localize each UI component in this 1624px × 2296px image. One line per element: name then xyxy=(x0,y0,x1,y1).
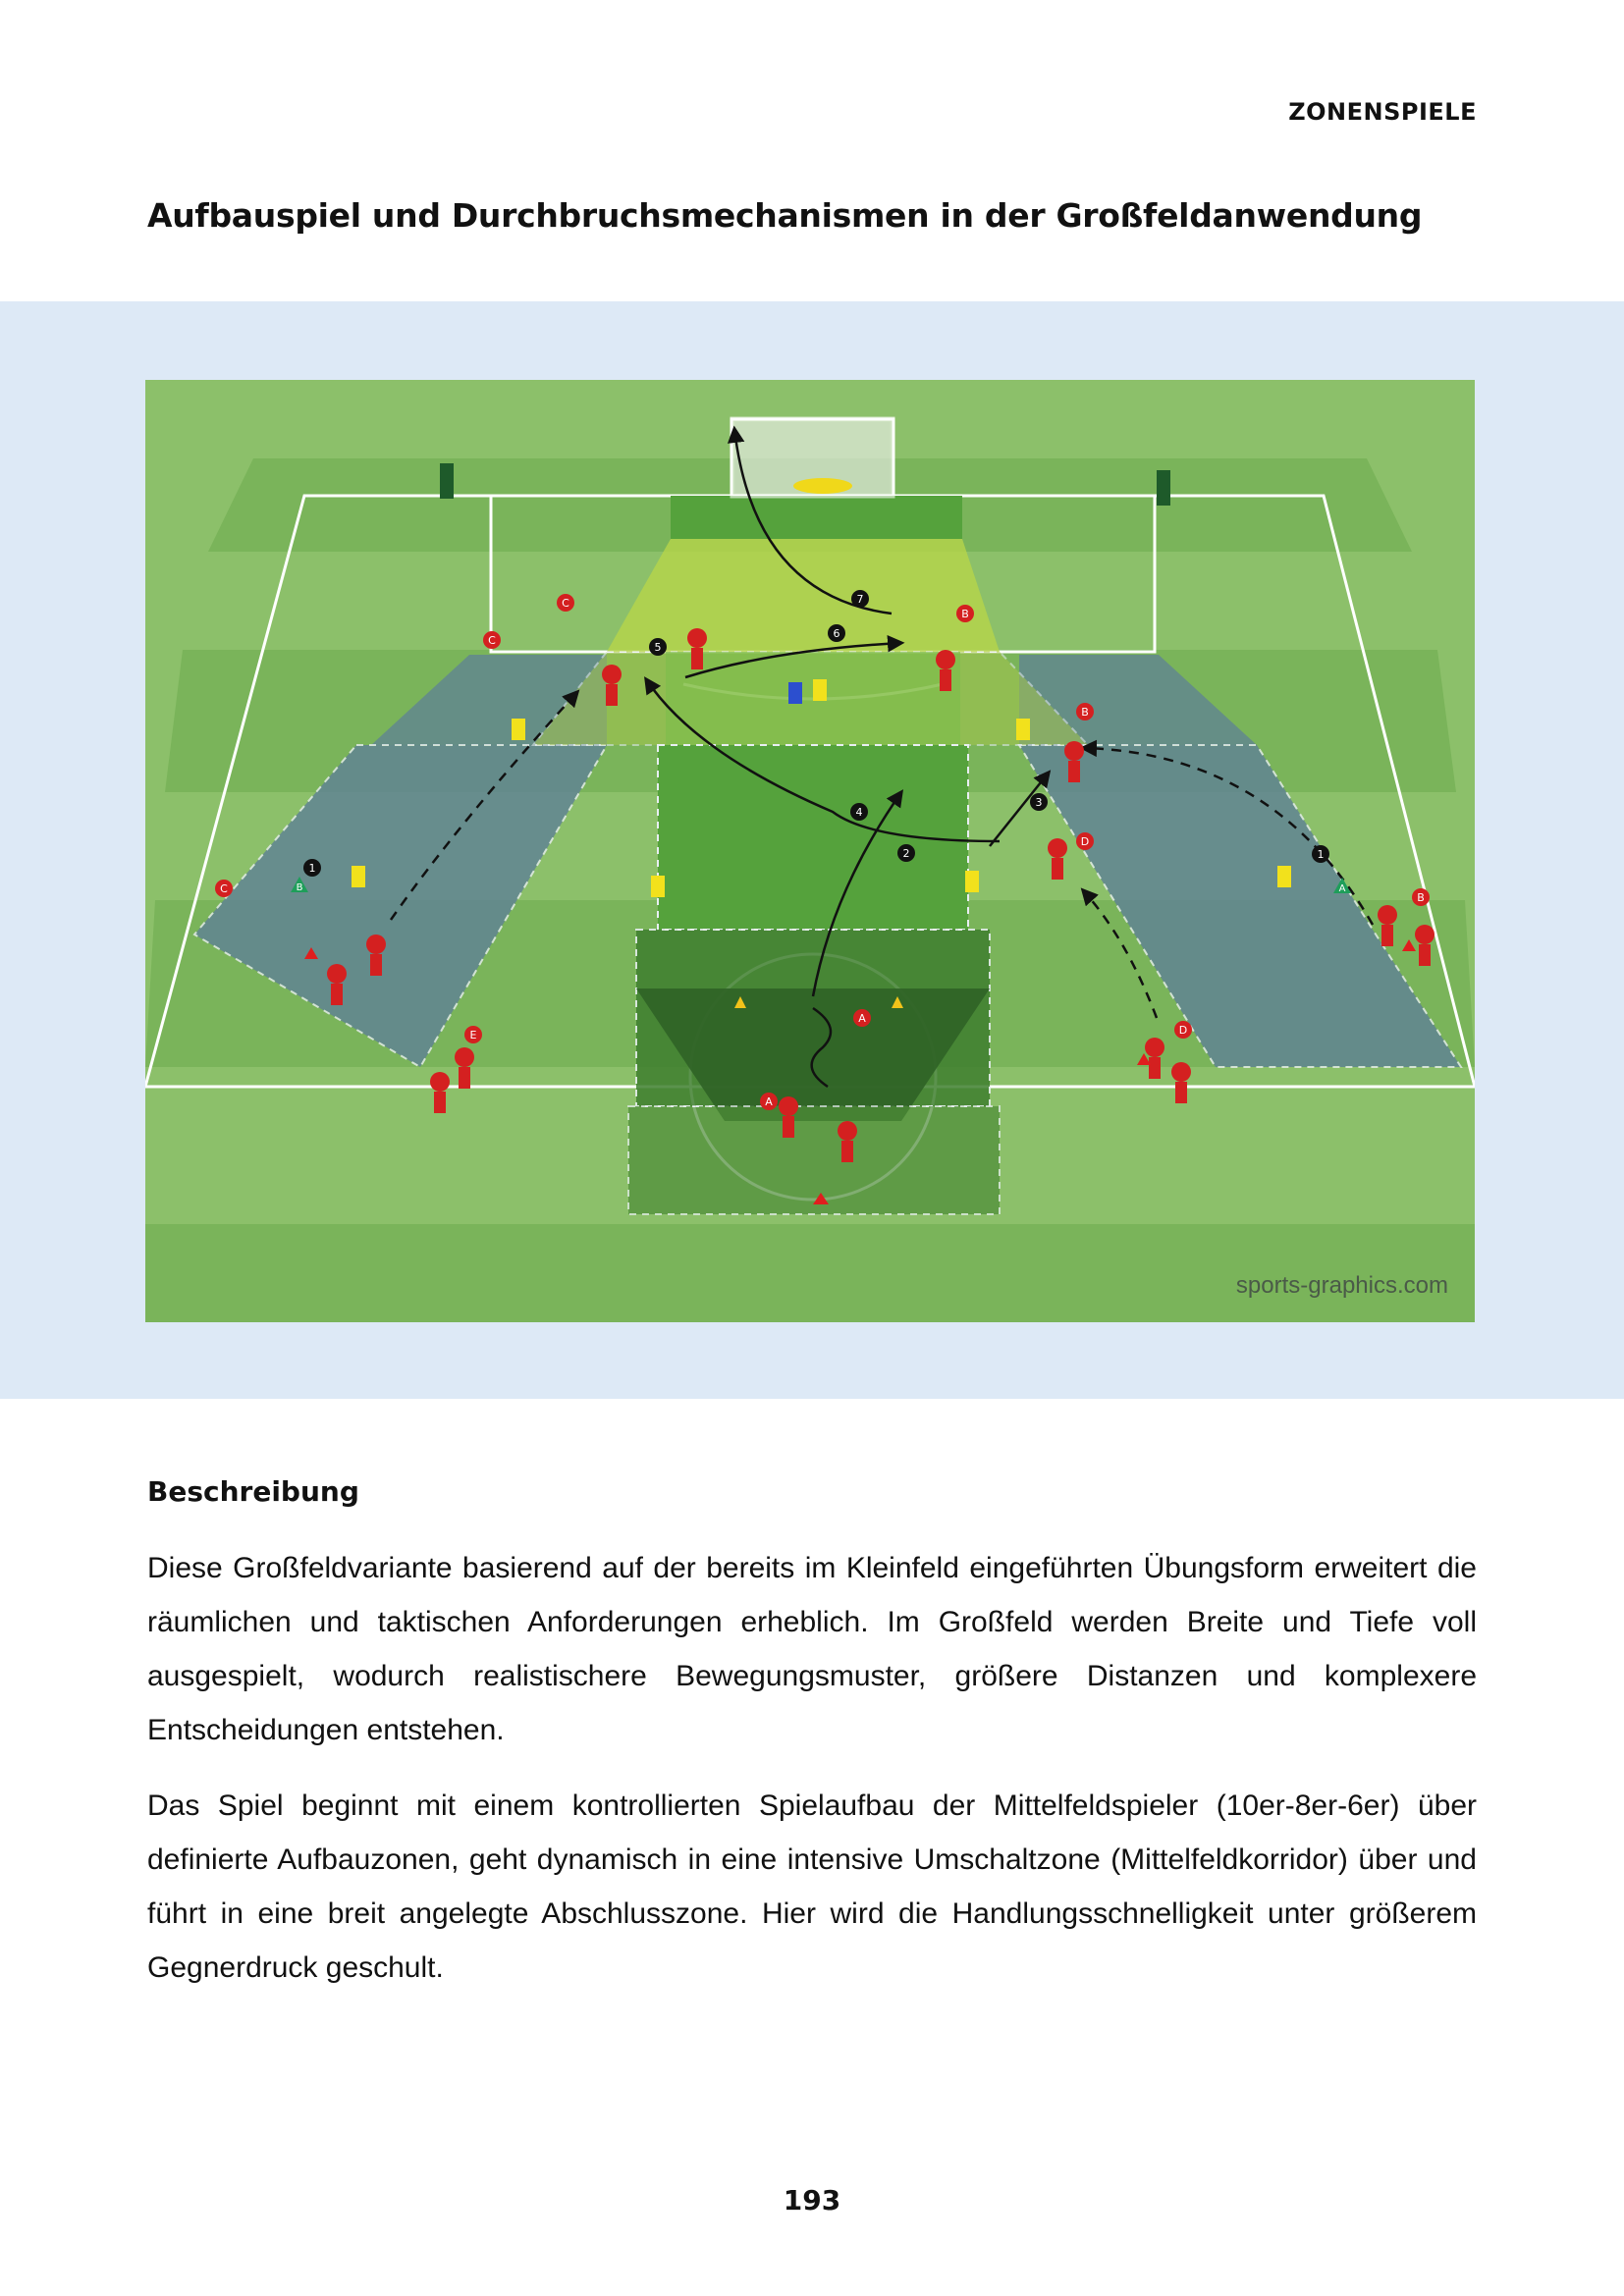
goalkeeper xyxy=(793,478,852,494)
player-red xyxy=(1171,1062,1191,1082)
player-label: C xyxy=(488,634,496,647)
player-label: D xyxy=(1178,1024,1188,1037)
player-red xyxy=(430,1072,450,1092)
cone-label: B xyxy=(296,882,303,893)
pass-number: 4 xyxy=(855,806,863,819)
goal xyxy=(732,419,893,496)
player-red xyxy=(366,934,386,954)
player-red xyxy=(838,1121,857,1141)
player-yellow xyxy=(352,866,365,887)
central-corridor xyxy=(628,652,1000,1214)
page-number: 193 xyxy=(783,2184,841,2216)
player-red xyxy=(455,1047,474,1067)
page-title: Aufbauspiel und Durchbruchsmechanismen in der Großfeldanwendung xyxy=(147,196,1423,235)
pass-number: 5 xyxy=(654,641,662,654)
player-red xyxy=(1378,905,1397,925)
player-red xyxy=(687,628,707,648)
player-label: B xyxy=(961,608,969,620)
player-yellow xyxy=(965,871,979,892)
player-label: B xyxy=(1081,706,1089,719)
player-red xyxy=(1145,1038,1164,1057)
coach xyxy=(440,463,454,499)
player-label: C xyxy=(562,597,569,610)
pass-number: 1 xyxy=(308,862,316,875)
pass-number: 6 xyxy=(833,627,840,640)
player-red xyxy=(779,1096,798,1116)
player-yellow xyxy=(651,876,665,897)
player-red xyxy=(1048,838,1067,858)
player-blue xyxy=(788,682,802,704)
description-paragraph: Das Spiel beginnt mit einem kontrollierten Spielaufbau der Mittelfeldspieler (10er-8er-6er) über definierte Aufbauzonen, geht dynamisch in eine intensive Umschaltzone (Mittelfeldkorridor) über und führt in eine breit angelegte Abschlusszone. Hier wird die Handlungsschnelligkeit unter größerem Gegnerdruck geschult. xyxy=(147,1789,1477,1984)
player-red xyxy=(602,665,622,684)
cone-label: A xyxy=(1338,883,1346,894)
pass-number: 2 xyxy=(902,847,910,860)
pass-number: 7 xyxy=(856,593,864,606)
player-label: E xyxy=(469,1029,477,1041)
pass-number: 3 xyxy=(1035,796,1043,809)
section-label: ZONENSPIELE xyxy=(1288,98,1477,126)
player-label: A xyxy=(858,1012,866,1025)
player-red xyxy=(1415,925,1435,944)
player-label: B xyxy=(1417,891,1425,904)
player-red xyxy=(1064,741,1084,761)
player-label: C xyxy=(220,882,228,895)
player-red xyxy=(327,964,347,984)
player-yellow xyxy=(813,679,827,701)
player-label: A xyxy=(765,1095,773,1108)
field-diagram xyxy=(145,380,1475,1322)
player-red xyxy=(936,650,955,669)
description-heading: Beschreibung xyxy=(147,1475,359,1508)
player-yellow xyxy=(1016,719,1030,740)
coach xyxy=(1157,470,1170,506)
player-yellow xyxy=(512,719,525,740)
player-label: D xyxy=(1080,835,1090,848)
description-paragraph: Diese Großfeldvariante basierend auf der bereits im Kleinfeld eingeführten Übungsform erweitert die räumlichen und taktischen Anforderungen erheblich. Im Großfeld werden Breite und Tiefe voll ausgespielt, wodurch realistischere Bewegungsmuster, größere Distanzen und komplexere Entscheidungen entstehen. xyxy=(147,1552,1477,1746)
player-yellow xyxy=(1277,866,1291,887)
pass-number: 1 xyxy=(1317,848,1325,861)
watermark: sports-graphics.com xyxy=(1235,1272,1448,1299)
